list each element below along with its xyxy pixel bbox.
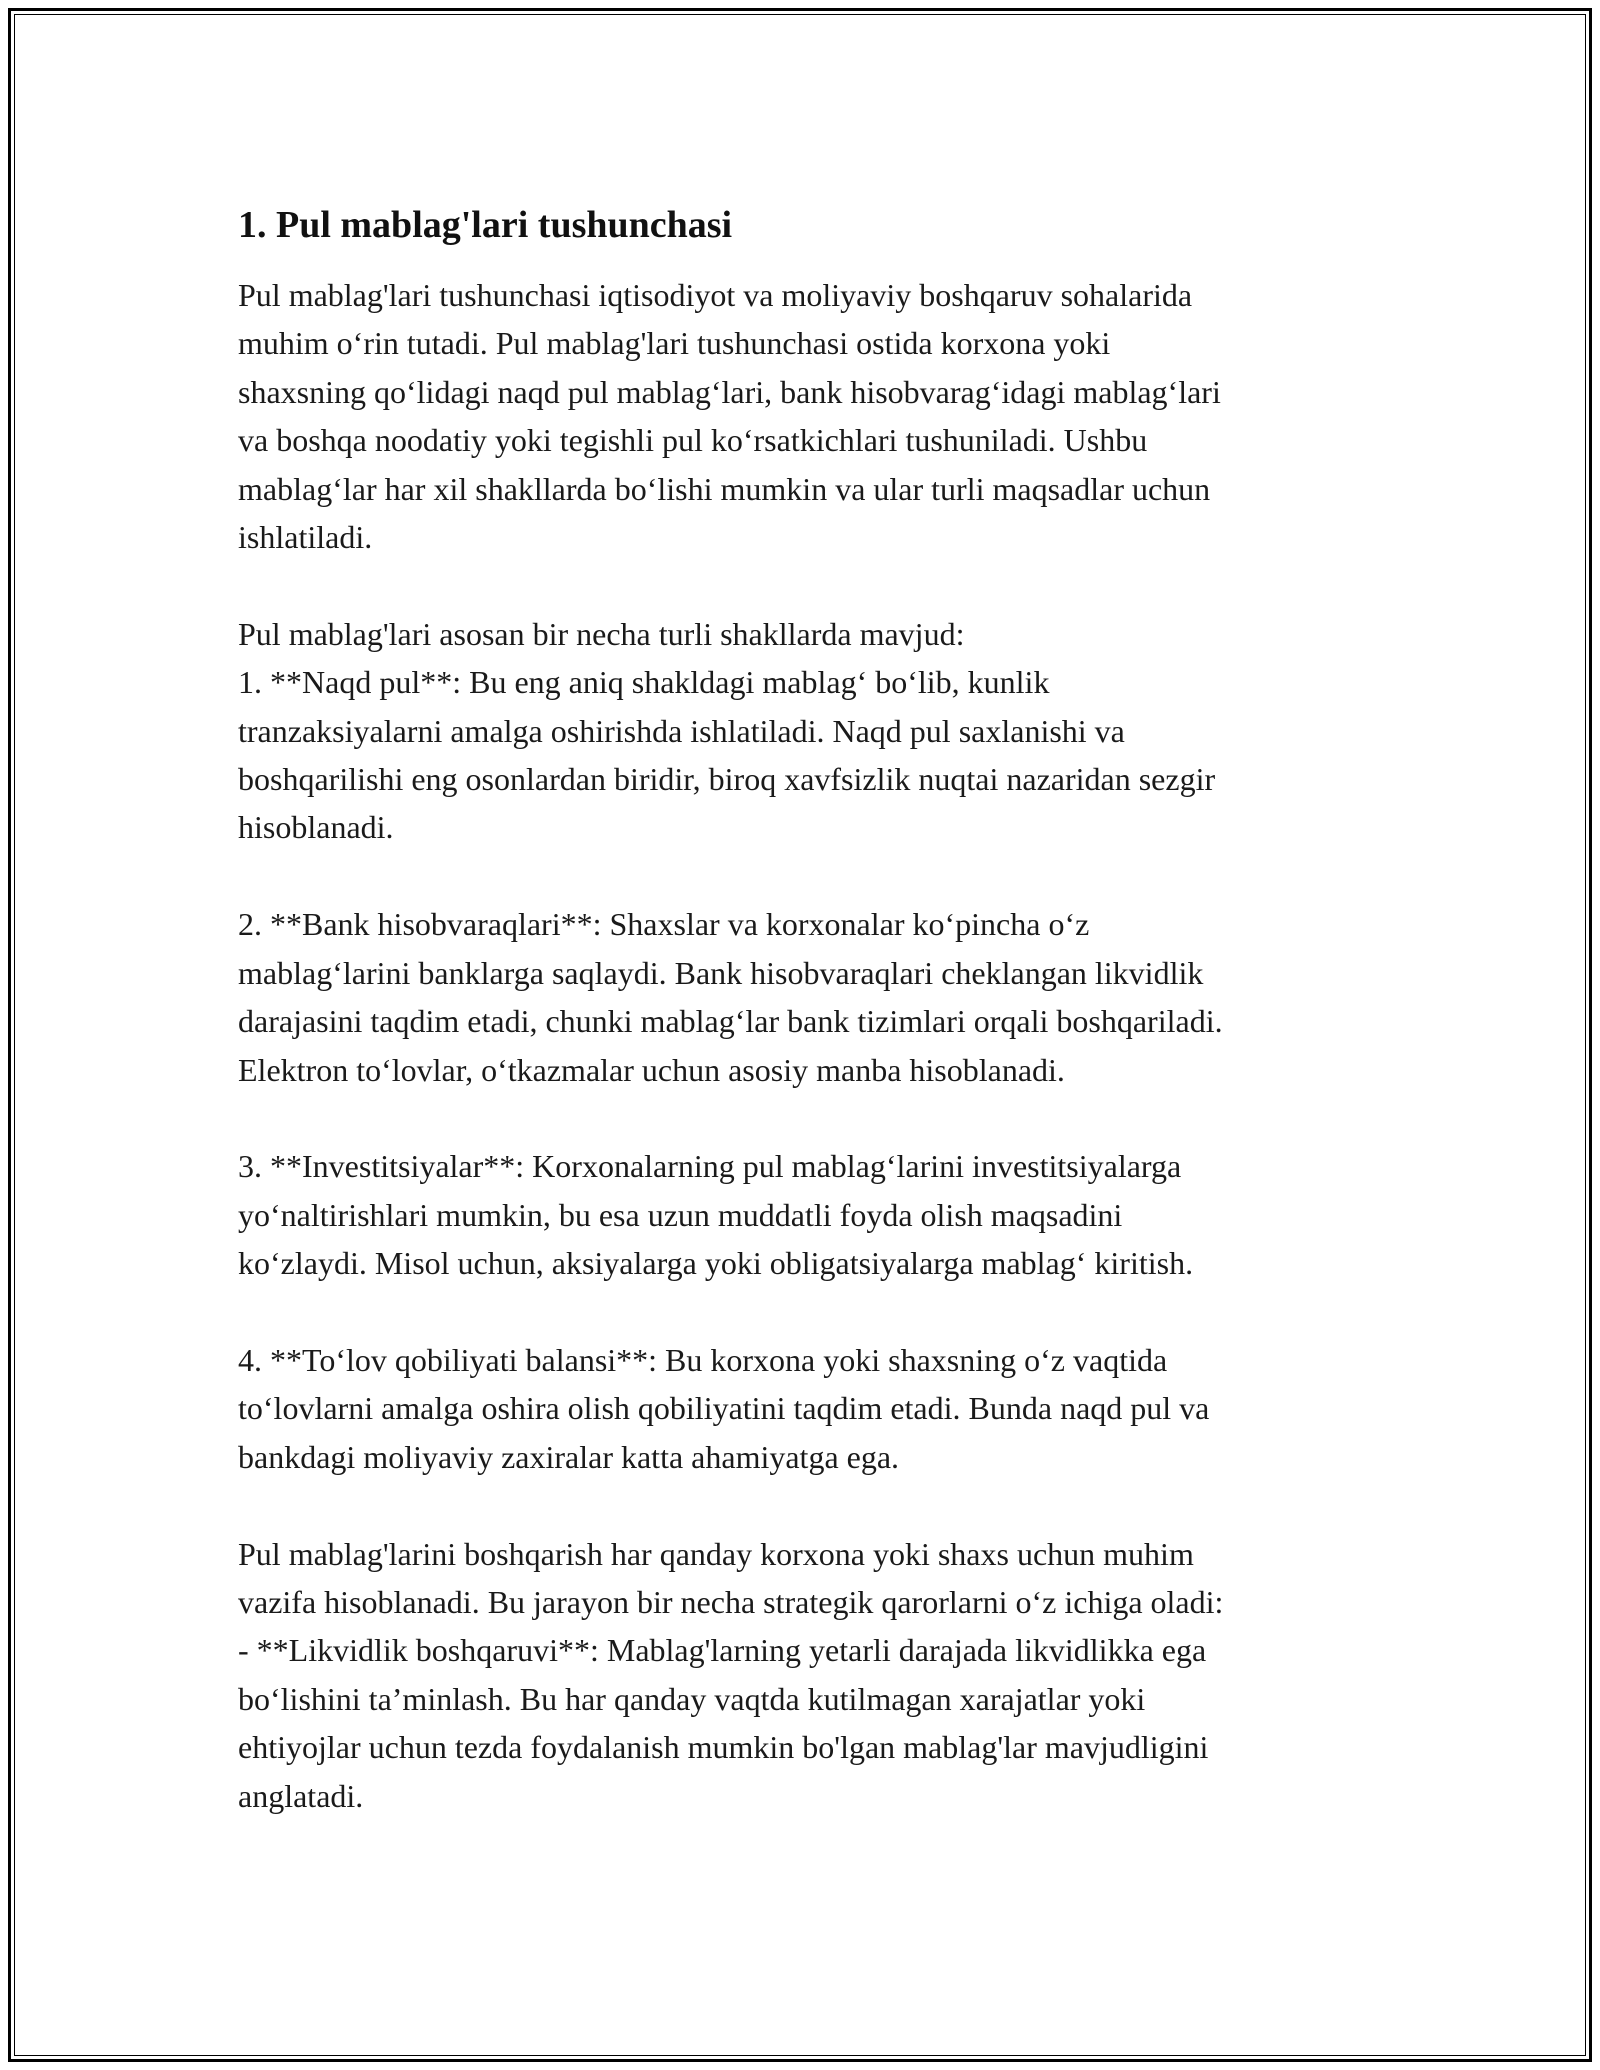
document-title: 1. Pul mablag'lari tushunchasi [238, 204, 733, 246]
document-content [238, 193, 1398, 1820]
document-body: Pul mablag'lari tushunchasi iqtisodiyot va moliyaviy boshqaruv sohalarida muhim oʻrin tutadi. Pul mablag'lari tushunchasi ostida korxona yoki shaxsning qoʻlidagi naqd pul mablagʻlari, bank hisobvaragʻidagi mablagʻlari va boshqa noodatiy yoki tegishli pul koʻrsatkichlari tushuniladi. Ushbu mablagʻlar har xil shakllarda boʻlishi mumkin va ular turli maqsadlar uchun ishlatiladi. Pul mablag'lari asosan bir necha turli shakllarda mavjud: 1. **Naqd pul**: Bu eng aniq shakldagi mablagʻ boʻlib, kunlik tranzaksiyalarni amalga oshirishda ishlatiladi. Naqd pul saxlanishi va boshqarilishi eng osonlardan biridir, biroq xavfsizlik nuqtai nazaridan sezgir hisoblanadi. 2. **Bank hisobvaraqlari**: Shaxslar va korxonalar koʻpincha oʻz mablagʻlarini banklarga saqlaydi. Bank hisobvaraqlari cheklangan likvidlik darajasini taqdim etadi, chunki mablagʻlar bank tizimlari orqali boshqariladi. Elektron toʻlovlar, oʻtkazmalar uchun asosiy manba hisoblanadi. 3. **Investitsiyalar**: Korxonalarning pul mablagʻlarini investitsiyalarga yoʻnaltirishlari mumkin, bu esa uzun muddatli foyda olish maqsadini koʻzlaydi. Misol uchun, aksiyalarga yoki obligatsiyalarga mablagʻ kiritish. 4. **Toʻlov qobiliyati balansi**: Bu korxona yoki shaxsning oʻz vaqtida toʻlovlarni amalga oshira olish qobiliyatini taqdim etadi. Bunda naqd pul va bankdagi moliyaviy zaxiralar katta ahamiyatga ega. Pul mablag'larini boshqarish har qanday korxona yoki shaxs uchun muhim vazifa hisoblanadi. Bu jarayon bir necha strategik qarorlarni oʻz ichiga oladi: - **Likvidlik boshqaruvi**: Mablag'larning yetarli darajada likvidlikka ega boʻlishini taʼminlash. Bu har qanday vaqtda kutilmagan xarajatlar yoki ehtiyojlar uchun tezda foydalanish mumkin bo'lgan mablag'lar mavjudligini anglatadi. [238, 277, 1224, 1814]
page-border [8, 8, 1592, 2062]
